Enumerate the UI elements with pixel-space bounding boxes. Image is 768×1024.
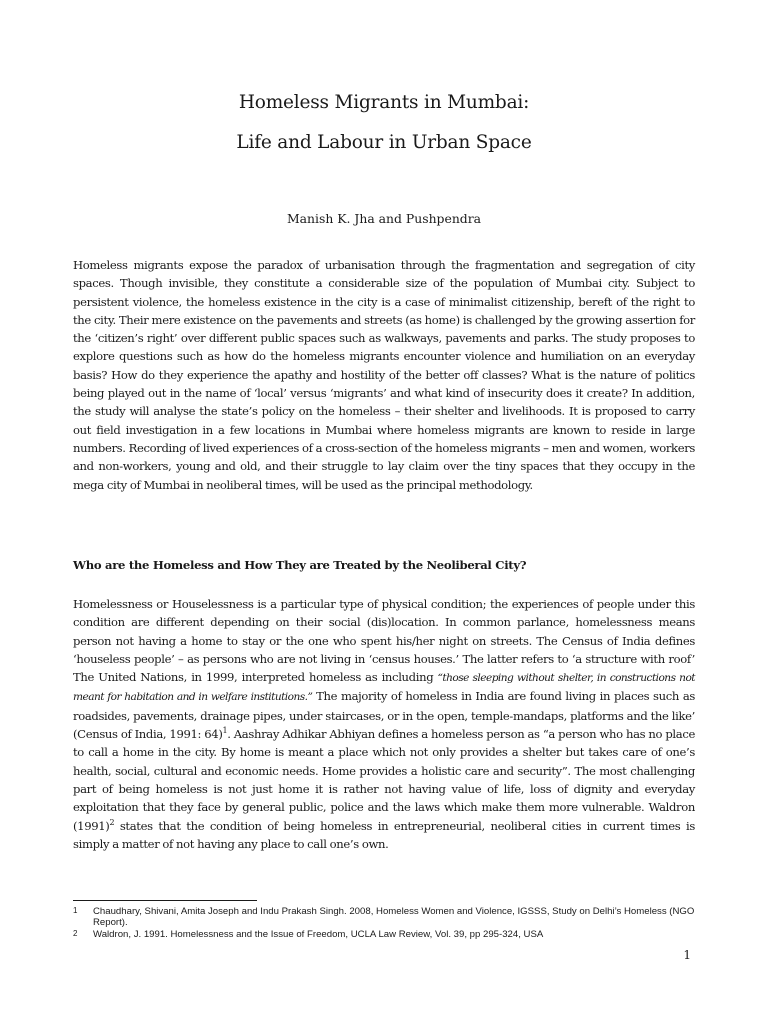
section-text-part-4: states that the condition of being homeless in entrepreneurial, neoliberal cities in current times is simply a matter of not having any place to call one’s own.	[73, 818, 695, 851]
footnote-divider	[73, 900, 257, 901]
footnote-text: Waldron, J. 1991. Homelessness and the Issue of Freedom, UCLA Law Review, Vol. 39, pp 295-324, USA	[93, 929, 544, 940]
footnote-text: Chaudhary, Shivani, Amita Joseph and Indu Prakash Singh. 2008, Homeless Women and Violence, IGSSS, Study on Delhi’s Homeless (NGO Report).	[93, 906, 695, 928]
footnotes	[73, 906, 713, 941]
un-quote: “those sleeping without shelter, in constructions not meant for habitation and in welfare institutions.”	[73, 672, 695, 704]
section-paragraph	[73, 595, 695, 853]
footnote-number: 2	[73, 929, 78, 938]
footnote-number: 1	[73, 906, 78, 915]
footnote-ref-2[interactable]: 2	[109, 817, 115, 827]
title-line-1: Homeless Migrants in Mumbai:	[238, 92, 530, 113]
section-heading: Who are the Homeless and How They are Treated by the Neoliberal City?	[73, 558, 527, 572]
footnote	[73, 906, 713, 928]
abstract-paragraph: Homeless migrants expose the paradox of urbanisation through the fragmentation and segregation of city spaces. Though invisible, they constitute a considerable size of the population of Mumbai city. Subject to persistent violence, the homeless existence in the city is a case of minimalist citizenship, bereft of the right to the city. Their mere existence on the pavements and streets (as home) is challenged by the growing assertion for the ‘citizen’s right’ over different public spaces such as walkways, pavements and parks. The study proposes to explore questions such as how do the homeless migrants encounter violence and humiliation on an everyday basis? How do they experience the apathy and hostility of the better off classes? What is the nature of politics being played out in the name of ‘local’ versus ‘migrants’ and what kind of insecurity does it create? In addition, the study will analyse the state’s policy on the homeless – their shelter and livelihoods. It is proposed to carry out field investigation in a few locations in Mumbai where homeless migrants are known to reside in large numbers. Recording of lived experiences of a cross-section of the homeless migrants – men and women, workers and non-workers, young and old, and their struggle to lay claim over the tiny spaces that they occupy in the mega city of Mumbai in neoliberal times, will be used as the principal methodology.	[73, 258, 695, 492]
section-text-part-3: . Aashray Adhikar Abhiyan defines a homeless person as “a person who has no place to call a home in the city. By home is meant a place which not only provides a shelter but takes care of one’s health, social, cultural and economic needs. Home provides a holistic care and security”. The most challenging part of being homeless is not just home it is rather not having value of life, loss of dignity and everyday exploitation that they face by general public, police and the laws which make them more vulnerable. Waldron (1991)	[73, 727, 695, 833]
authors: Manish K. Jha and Pushpendra	[286, 211, 482, 226]
section-text-part-2: The majority of homeless in India are found living in places such as roadsides, pavements, drainage pipes, under staircases, or in the open, temple-mandaps, platforms and the like’ (Census of India, 1991: 64)	[73, 689, 695, 742]
footnote	[73, 929, 713, 940]
page-number: 1	[683, 948, 691, 962]
footnote-ref-1[interactable]: 1	[222, 726, 228, 736]
section-text-part-1: Homelessness or Houselessness is a particular type of physical condition; the experiences of people under this condition are different depending on their social (dis)location. In common parlance, homelessness means person not having a home to stay or the one who spent his/her night on streets. The Census of India defines ‘houseless people’ – as persons who are not living in ‘census houses.’ The latter refers to ‘a structure with roof’ The United Nations, in 1999, interpreted homeless as including	[73, 597, 695, 685]
title-line-2: Life and Labour in Urban Space	[236, 132, 532, 153]
